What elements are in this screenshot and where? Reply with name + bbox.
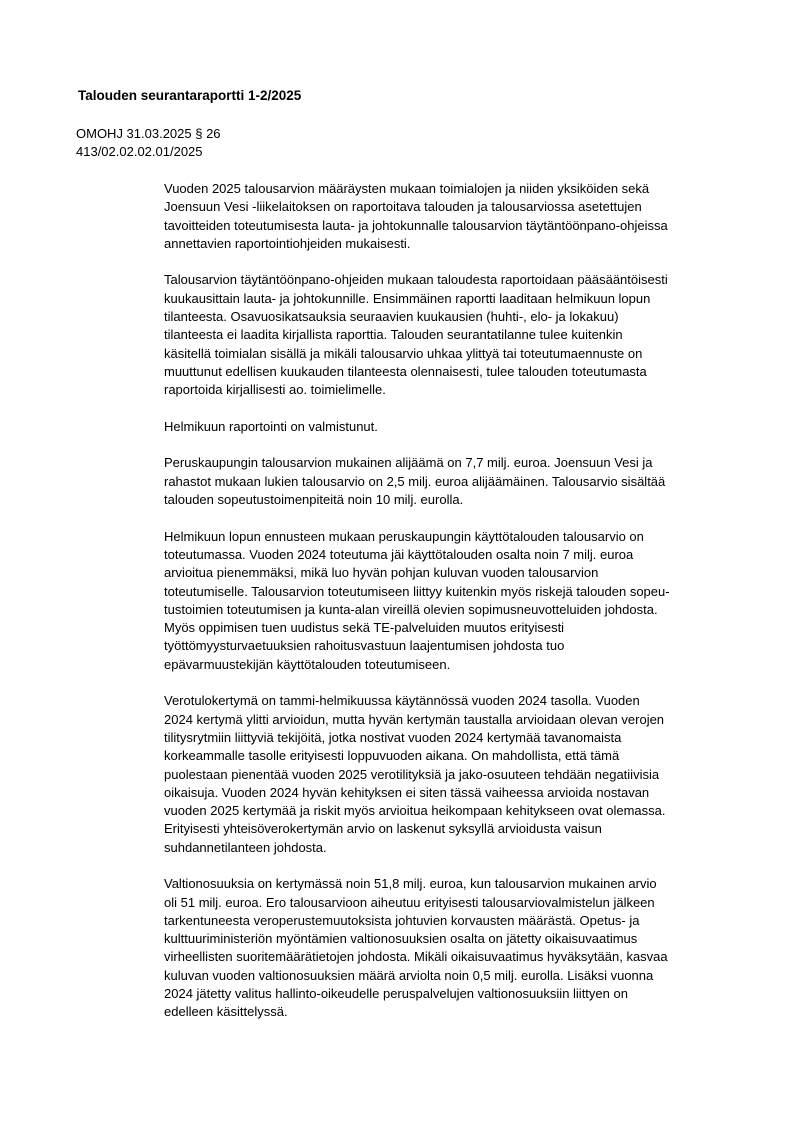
body-paragraph [164, 875, 744, 1021]
text-line: 2024 jätetty valitus hallinto-oikeudelle peruspalvelujen valtionosuuksiin liittyen on [164, 986, 628, 1002]
text-line: Helmikuun lopun ennusteen mukaan peruskaupungin käyttötalouden talousarvio on [164, 528, 644, 544]
text-line: Helmikuun raportointi on valmistunut. [164, 418, 378, 434]
text-line: arvioitua pienemmäksi, mikä luo hyvän pohjan kuluvan vuoden talousarvion [164, 565, 599, 581]
document-body [164, 180, 744, 1040]
text-line: tarkentuneesta veroperustemuutoksista johtuvien korvausten määrästä. Opetus- ja [164, 912, 640, 928]
text-line: epävarmuustekijän käyttötalouden toteutumiseen. [164, 656, 451, 672]
body-paragraph [164, 454, 744, 509]
text-line: oli 51 milj. euroa. Ero talousarvioon aiheutuu erityisesti talousarviovalmistelun jälkeen [164, 894, 655, 910]
body-paragraph [164, 418, 744, 436]
text-line: talouden sopeutustoimenpiteitä noin 10 milj. eurolla. [164, 492, 464, 508]
text-line: Erityisesti yhteisöverokertymän arvio on laskenut syksyllä arvioidusta vaisun [164, 821, 602, 837]
body-paragraph [164, 528, 744, 674]
text-line: puolestaan pienentää vuoden 2025 verotilityksiä ja jako-osuuteen tehdään negatiivisia [164, 766, 660, 782]
page-title: Talouden seurantaraportti 1-2/2025 [78, 88, 302, 103]
text-line: Verotulokertymä on tammi-helmikuussa käytännössä vuoden 2024 tasolla. Vuoden [164, 693, 640, 709]
text-line: virheellisten suoritemäärätietojen johdosta. Mikäli oikaisuvaatimus hyväksytään, kasvaa [164, 949, 668, 965]
text-line: suhdannetilanteen johdosta. [164, 839, 327, 855]
body-paragraph [164, 692, 744, 857]
text-line: tavoitteiden toteutumisesta lauta- ja johtokunnalle talousarvion täytäntöönpano-ohjeissa [164, 217, 668, 233]
body-paragraph [164, 271, 744, 399]
text-line: toteutumiselle. Talousarvion toteutumiseen liittyy kuitenkin myös riskejä talouden sopeu- [164, 583, 670, 599]
text-line: korkeammalle tasolle erityisesti loppuvuoden aikana. On mahdollista, että tämä [164, 748, 620, 764]
text-line: edelleen käsittelyssä. [164, 1004, 288, 1020]
text-line: kuukausittain lauta- ja johtokunnille. Ensimmäinen raportti laaditaan helmikuun lopun [164, 290, 651, 306]
text-line: vuoden 2025 kertymää ja riskit myös arvioitua heikompaan kehitykseen ovat olemassa. [164, 803, 666, 819]
text-line: tilanteesta. Osavuosikatsauksia seuraavien kuukausien (huhti-, elo- ja lokakuu) [164, 309, 619, 325]
text-line: Valtionosuuksia on kertymässä noin 51,8 milj. euroa, kun talousarvion mukainen arvio [164, 876, 657, 892]
text-line: kuluvan vuoden valtionosuuksien määrä arviolta noin 0,5 milj. eurolla. Lisäksi vuonna [164, 967, 654, 983]
text-line: muuttunut edellisen kuukauden tilanteesta olennaisesti, tulee talouden toteutumasta [164, 363, 647, 379]
text-line: tilitysrytmiin liittyviä tekijöitä, jotka nostivat vuoden 2024 kertymää tavanomaista [164, 729, 622, 745]
text-line: rahastot mukaan lukien talousarvio on 2,5 milj. euroa alijäämäinen. Talousarvio sisältää [164, 473, 666, 489]
text-line: kulttuuriministeriön myöntämien valtionosuuksien osalta on jätetty oikaisuvaatimus [164, 931, 638, 947]
text-line: toteutumassa. Vuoden 2024 toteutuma jäi käyttötalouden osalta noin 7 milj. euroa [164, 546, 634, 562]
text-line: Joensuun Vesi -liikelaitoksen on raportoitava talouden ja talousarviossa asetettujen [164, 199, 642, 215]
body-paragraph [164, 180, 744, 253]
text-line: tilanteesta ei laadita kirjallista raporttia. Talouden seurantatilanne tulee kuitenkin [164, 327, 623, 343]
text-line: 2024 kertymä ylitti arvioidun, mutta hyvän kertymän taustalla arvioidaan olevan verojen [164, 711, 665, 727]
text-line: työttömyysturvaetuuksien rahoitusvastuun laajentumisen johdosta tuo [164, 638, 565, 654]
text-line: Peruskaupungin talousarvion mukainen alijäämä on 7,7 milj. euroa. Joensuun Vesi ja [164, 455, 653, 471]
text-line: tustoimien toteutumisen ja kunta-alan vireillä olevien sopimusneuvotteluiden johdosta. [164, 601, 658, 617]
text-line: raportoida kirjallisesti ao. toimielimelle. [164, 382, 386, 398]
text-line: Talousarvion täytäntöönpano-ohjeiden mukaan taloudesta raportoidaan pääsääntöisesti [164, 272, 668, 288]
document-meta [76, 125, 221, 161]
text-line: annettavien raportointiohjeiden mukaisesti. [164, 235, 411, 251]
meeting-reference: OMOHJ 31.03.2025 § 26 [76, 126, 221, 141]
text-line: käsitellä toimialan sisällä ja mikäli talousarvio uhkaa ylittyä tai toteutumaennuste on [164, 345, 643, 361]
text-line: Myös oppimisen tuen uudistus sekä TE-palveluiden muutos erityisesti [164, 620, 565, 636]
text-line: oikaisuja. Vuoden 2024 hyvän kehityksen ei siten tässä vaiheessa arvioida nostavan [164, 784, 650, 800]
case-number: 413/02.02.02.01/2025 [76, 144, 203, 159]
text-line: Vuoden 2025 talousarvion määräysten mukaan toimialojen ja niiden yksiköiden sekä [164, 181, 650, 196]
